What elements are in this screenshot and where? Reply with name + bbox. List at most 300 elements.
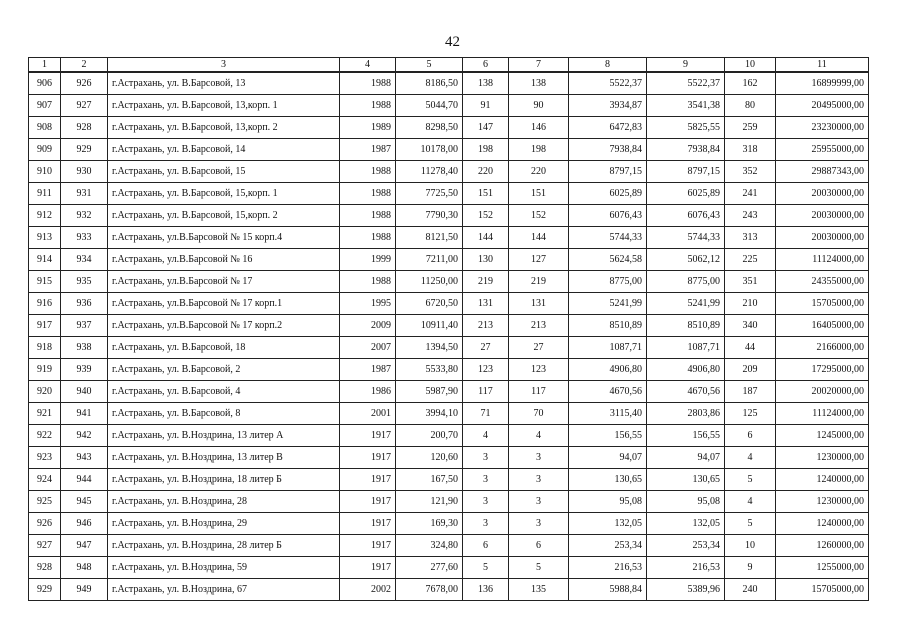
cell-living-area: 253,34 bbox=[569, 535, 647, 557]
column-header-11: 11 bbox=[776, 58, 869, 73]
cell-living-area-2: 3541,38 bbox=[647, 95, 725, 117]
cell-units-a: 220 bbox=[463, 161, 509, 183]
cell-units-a: 117 bbox=[463, 381, 509, 403]
cell-units-a: 27 bbox=[463, 337, 509, 359]
cell-row-number: 920 bbox=[29, 381, 61, 403]
column-header-2: 2 bbox=[61, 58, 108, 73]
cell-living-area-2: 94,07 bbox=[647, 447, 725, 469]
cell-object-number: 928 bbox=[61, 117, 108, 139]
cell-cost: 20030000,00 bbox=[776, 183, 869, 205]
cell-row-number: 927 bbox=[29, 535, 61, 557]
cell-living-area-2: 5389,96 bbox=[647, 579, 725, 601]
cell-residents: 187 bbox=[725, 381, 776, 403]
cell-living-area: 8775,00 bbox=[569, 271, 647, 293]
cell-living-area: 4670,56 bbox=[569, 381, 647, 403]
cell-address: г.Астрахань, ул. В.Ноздрина, 28 литер Б bbox=[108, 535, 340, 557]
cell-living-area-2: 1087,71 bbox=[647, 337, 725, 359]
cell-units-a: 130 bbox=[463, 249, 509, 271]
cell-living-area: 3934,87 bbox=[569, 95, 647, 117]
cell-row-number: 915 bbox=[29, 271, 61, 293]
cell-units-b: 219 bbox=[509, 271, 569, 293]
cell-total-area: 8298,50 bbox=[396, 117, 463, 139]
column-header-7: 7 bbox=[509, 58, 569, 73]
cell-living-area-2: 4670,56 bbox=[647, 381, 725, 403]
cell-living-area: 130,65 bbox=[569, 469, 647, 491]
cell-residents: 210 bbox=[725, 293, 776, 315]
cell-residents: 209 bbox=[725, 359, 776, 381]
cell-object-number: 938 bbox=[61, 337, 108, 359]
cell-residents: 4 bbox=[725, 491, 776, 513]
cell-address: г.Астрахань, ул. В.Барсовой, 2 bbox=[108, 359, 340, 381]
table-row bbox=[29, 161, 869, 183]
column-header-10: 10 bbox=[725, 58, 776, 73]
cell-residents: 352 bbox=[725, 161, 776, 183]
cell-units-a: 138 bbox=[463, 72, 509, 95]
cell-living-area: 6025,89 bbox=[569, 183, 647, 205]
cell-year-built: 1988 bbox=[340, 227, 396, 249]
cell-object-number: 943 bbox=[61, 447, 108, 469]
cell-living-area: 5988,84 bbox=[569, 579, 647, 601]
cell-total-area: 169,30 bbox=[396, 513, 463, 535]
cell-residents: 241 bbox=[725, 183, 776, 205]
cell-row-number: 908 bbox=[29, 117, 61, 139]
cell-object-number: 945 bbox=[61, 491, 108, 513]
cell-year-built: 2007 bbox=[340, 337, 396, 359]
table-row bbox=[29, 557, 869, 579]
cell-row-number: 909 bbox=[29, 139, 61, 161]
cell-address: г.Астрахань, ул. В.Ноздрина, 13 литер В bbox=[108, 447, 340, 469]
cell-row-number: 918 bbox=[29, 337, 61, 359]
cell-total-area: 1394,50 bbox=[396, 337, 463, 359]
cell-row-number: 917 bbox=[29, 315, 61, 337]
cell-residents: 243 bbox=[725, 205, 776, 227]
cell-living-area: 94,07 bbox=[569, 447, 647, 469]
cell-living-area: 8797,15 bbox=[569, 161, 647, 183]
cell-living-area-2: 156,55 bbox=[647, 425, 725, 447]
cell-residents: 259 bbox=[725, 117, 776, 139]
cell-year-built: 1987 bbox=[340, 359, 396, 381]
cell-address: г.Астрахань, ул.В.Барсовой № 17 корп.1 bbox=[108, 293, 340, 315]
cell-row-number: 925 bbox=[29, 491, 61, 513]
cell-row-number: 924 bbox=[29, 469, 61, 491]
cell-living-area-2: 130,65 bbox=[647, 469, 725, 491]
table-row bbox=[29, 139, 869, 161]
column-number-row bbox=[29, 58, 869, 73]
cell-units-a: 219 bbox=[463, 271, 509, 293]
cell-cost: 1230000,00 bbox=[776, 491, 869, 513]
cell-total-area: 7678,00 bbox=[396, 579, 463, 601]
cell-residents: 162 bbox=[725, 72, 776, 95]
cell-row-number: 919 bbox=[29, 359, 61, 381]
cell-row-number: 906 bbox=[29, 72, 61, 95]
cell-row-number: 929 bbox=[29, 579, 61, 601]
cell-object-number: 936 bbox=[61, 293, 108, 315]
cell-cost: 1260000,00 bbox=[776, 535, 869, 557]
cell-year-built: 1988 bbox=[340, 161, 396, 183]
cell-year-built: 2009 bbox=[340, 315, 396, 337]
cell-address: г.Астрахань, ул.В.Барсовой № 17 корп.2 bbox=[108, 315, 340, 337]
cell-living-area: 3115,40 bbox=[569, 403, 647, 425]
cell-cost: 15705000,00 bbox=[776, 579, 869, 601]
cell-living-area-2: 4906,80 bbox=[647, 359, 725, 381]
cell-year-built: 1917 bbox=[340, 469, 396, 491]
column-header-9: 9 bbox=[647, 58, 725, 73]
cell-living-area: 6076,43 bbox=[569, 205, 647, 227]
cell-units-b: 117 bbox=[509, 381, 569, 403]
cell-row-number: 928 bbox=[29, 557, 61, 579]
cell-object-number: 927 bbox=[61, 95, 108, 117]
cell-cost: 1240000,00 bbox=[776, 469, 869, 491]
cell-living-area-2: 2803,86 bbox=[647, 403, 725, 425]
cell-residents: 225 bbox=[725, 249, 776, 271]
cell-residents: 318 bbox=[725, 139, 776, 161]
cell-living-area: 5744,33 bbox=[569, 227, 647, 249]
cell-address: г.Астрахань, ул. В.Ноздрина, 28 bbox=[108, 491, 340, 513]
cell-units-b: 144 bbox=[509, 227, 569, 249]
table-row bbox=[29, 337, 869, 359]
table-body bbox=[29, 72, 869, 601]
cell-year-built: 1988 bbox=[340, 205, 396, 227]
cell-address: г.Астрахань, ул. В.Барсовой, 8 bbox=[108, 403, 340, 425]
cell-year-built: 1917 bbox=[340, 513, 396, 535]
cell-address: г.Астрахань, ул. В.Ноздрина, 18 литер Б bbox=[108, 469, 340, 491]
cell-units-a: 131 bbox=[463, 293, 509, 315]
cell-living-area: 6472,83 bbox=[569, 117, 647, 139]
cell-object-number: 932 bbox=[61, 205, 108, 227]
cell-living-area: 7938,84 bbox=[569, 139, 647, 161]
cell-residents: 80 bbox=[725, 95, 776, 117]
table-row bbox=[29, 491, 869, 513]
column-header-8: 8 bbox=[569, 58, 647, 73]
cell-living-area: 132,05 bbox=[569, 513, 647, 535]
cell-row-number: 911 bbox=[29, 183, 61, 205]
table-row bbox=[29, 535, 869, 557]
table-row bbox=[29, 249, 869, 271]
cell-living-area: 8510,89 bbox=[569, 315, 647, 337]
cell-cost: 1230000,00 bbox=[776, 447, 869, 469]
cell-row-number: 910 bbox=[29, 161, 61, 183]
cell-units-b: 5 bbox=[509, 557, 569, 579]
cell-cost: 29887343,00 bbox=[776, 161, 869, 183]
cell-units-a: 3 bbox=[463, 447, 509, 469]
cell-cost: 2166000,00 bbox=[776, 337, 869, 359]
column-header-4: 4 bbox=[340, 58, 396, 73]
cell-cost: 1240000,00 bbox=[776, 513, 869, 535]
table-row bbox=[29, 315, 869, 337]
cell-living-area-2: 95,08 bbox=[647, 491, 725, 513]
cell-object-number: 930 bbox=[61, 161, 108, 183]
cell-units-a: 5 bbox=[463, 557, 509, 579]
cell-living-area: 4906,80 bbox=[569, 359, 647, 381]
cell-address: г.Астрахань, ул. В.Барсовой, 18 bbox=[108, 337, 340, 359]
table-row bbox=[29, 227, 869, 249]
cell-units-b: 3 bbox=[509, 513, 569, 535]
cell-living-area-2: 5062,12 bbox=[647, 249, 725, 271]
cell-address: г.Астрахань, ул. В.Ноздрина, 29 bbox=[108, 513, 340, 535]
cell-residents: 125 bbox=[725, 403, 776, 425]
cell-residents: 44 bbox=[725, 337, 776, 359]
cell-units-b: 138 bbox=[509, 72, 569, 95]
cell-cost: 1255000,00 bbox=[776, 557, 869, 579]
cell-row-number: 923 bbox=[29, 447, 61, 469]
cell-units-b: 146 bbox=[509, 117, 569, 139]
cell-units-b: 90 bbox=[509, 95, 569, 117]
cell-row-number: 912 bbox=[29, 205, 61, 227]
cell-object-number: 939 bbox=[61, 359, 108, 381]
cell-living-area-2: 253,34 bbox=[647, 535, 725, 557]
cell-units-b: 70 bbox=[509, 403, 569, 425]
cell-year-built: 1995 bbox=[340, 293, 396, 315]
cell-address: г.Астрахань, ул. В.Барсовой, 13,корп. 1 bbox=[108, 95, 340, 117]
cell-total-area: 167,50 bbox=[396, 469, 463, 491]
table-row bbox=[29, 403, 869, 425]
cell-year-built: 2001 bbox=[340, 403, 396, 425]
cell-units-a: 198 bbox=[463, 139, 509, 161]
cell-units-b: 123 bbox=[509, 359, 569, 381]
cell-total-area: 324,80 bbox=[396, 535, 463, 557]
housing-register-table bbox=[28, 57, 869, 601]
cell-total-area: 10178,00 bbox=[396, 139, 463, 161]
cell-residents: 9 bbox=[725, 557, 776, 579]
cell-year-built: 1988 bbox=[340, 72, 396, 95]
cell-living-area: 5522,37 bbox=[569, 72, 647, 95]
table-header bbox=[29, 58, 869, 73]
cell-units-a: 71 bbox=[463, 403, 509, 425]
cell-residents: 5 bbox=[725, 513, 776, 535]
cell-row-number: 922 bbox=[29, 425, 61, 447]
cell-total-area: 277,60 bbox=[396, 557, 463, 579]
cell-units-a: 152 bbox=[463, 205, 509, 227]
cell-total-area: 7790,30 bbox=[396, 205, 463, 227]
cell-object-number: 935 bbox=[61, 271, 108, 293]
cell-living-area-2: 7938,84 bbox=[647, 139, 725, 161]
table-row bbox=[29, 271, 869, 293]
table-row bbox=[29, 359, 869, 381]
cell-address: г.Астрахань, ул.В.Барсовой № 16 bbox=[108, 249, 340, 271]
table-row bbox=[29, 381, 869, 403]
cell-units-b: 135 bbox=[509, 579, 569, 601]
cell-object-number: 934 bbox=[61, 249, 108, 271]
cell-units-b: 3 bbox=[509, 469, 569, 491]
cell-total-area: 3994,10 bbox=[396, 403, 463, 425]
cell-residents: 5 bbox=[725, 469, 776, 491]
cell-cost: 11124000,00 bbox=[776, 403, 869, 425]
cell-cost: 25955000,00 bbox=[776, 139, 869, 161]
cell-residents: 351 bbox=[725, 271, 776, 293]
cell-year-built: 1986 bbox=[340, 381, 396, 403]
page-number: 42 bbox=[445, 34, 460, 50]
cell-cost: 24355000,00 bbox=[776, 271, 869, 293]
cell-living-area-2: 5825,55 bbox=[647, 117, 725, 139]
cell-object-number: 926 bbox=[61, 72, 108, 95]
cell-row-number: 921 bbox=[29, 403, 61, 425]
cell-address: г.Астрахань, ул. В.Барсовой, 15,корп. 2 bbox=[108, 205, 340, 227]
cell-living-area-2: 8510,89 bbox=[647, 315, 725, 337]
cell-total-area: 11250,00 bbox=[396, 271, 463, 293]
table-row bbox=[29, 183, 869, 205]
cell-object-number: 941 bbox=[61, 403, 108, 425]
cell-total-area: 8121,50 bbox=[396, 227, 463, 249]
cell-residents: 340 bbox=[725, 315, 776, 337]
table-row bbox=[29, 469, 869, 491]
cell-year-built: 1917 bbox=[340, 557, 396, 579]
cell-object-number: 947 bbox=[61, 535, 108, 557]
cell-row-number: 926 bbox=[29, 513, 61, 535]
cell-total-area: 200,70 bbox=[396, 425, 463, 447]
cell-units-a: 144 bbox=[463, 227, 509, 249]
cell-year-built: 1917 bbox=[340, 491, 396, 513]
cell-year-built: 1999 bbox=[340, 249, 396, 271]
table-row bbox=[29, 447, 869, 469]
cell-row-number: 913 bbox=[29, 227, 61, 249]
cell-cost: 11124000,00 bbox=[776, 249, 869, 271]
cell-living-area-2: 5744,33 bbox=[647, 227, 725, 249]
cell-living-area: 95,08 bbox=[569, 491, 647, 513]
cell-address: г.Астрахань, ул. В.Барсовой, 13 bbox=[108, 72, 340, 95]
cell-object-number: 942 bbox=[61, 425, 108, 447]
table-row bbox=[29, 293, 869, 315]
cell-address: г.Астрахань, ул. В.Барсовой, 15,корп. 1 bbox=[108, 183, 340, 205]
cell-units-b: 3 bbox=[509, 491, 569, 513]
cell-living-area-2: 6076,43 bbox=[647, 205, 725, 227]
cell-units-a: 3 bbox=[463, 491, 509, 513]
cell-living-area-2: 5241,99 bbox=[647, 293, 725, 315]
cell-units-a: 6 bbox=[463, 535, 509, 557]
cell-living-area: 1087,71 bbox=[569, 337, 647, 359]
cell-address: г.Астрахань, ул. В.Ноздрина, 13 литер А bbox=[108, 425, 340, 447]
cell-address: г.Астрахань, ул. В.Барсовой, 15 bbox=[108, 161, 340, 183]
table-row bbox=[29, 72, 869, 95]
cell-living-area: 5624,58 bbox=[569, 249, 647, 271]
cell-total-area: 5533,80 bbox=[396, 359, 463, 381]
cell-living-area: 156,55 bbox=[569, 425, 647, 447]
table-row bbox=[29, 117, 869, 139]
cell-year-built: 1988 bbox=[340, 183, 396, 205]
cell-total-area: 7725,50 bbox=[396, 183, 463, 205]
cell-cost: 16405000,00 bbox=[776, 315, 869, 337]
cell-address: г.Астрахань, ул.В.Барсовой № 17 bbox=[108, 271, 340, 293]
cell-units-a: 151 bbox=[463, 183, 509, 205]
cell-units-b: 27 bbox=[509, 337, 569, 359]
cell-total-area: 8186,50 bbox=[396, 72, 463, 95]
cell-year-built: 1917 bbox=[340, 425, 396, 447]
cell-total-area: 5044,70 bbox=[396, 95, 463, 117]
cell-row-number: 916 bbox=[29, 293, 61, 315]
table-row bbox=[29, 513, 869, 535]
cell-year-built: 1988 bbox=[340, 271, 396, 293]
cell-year-built: 1988 bbox=[340, 95, 396, 117]
cell-address: г.Астрахань, ул. В.Барсовой, 14 bbox=[108, 139, 340, 161]
cell-address: г.Астрахань, ул. В.Ноздрина, 67 bbox=[108, 579, 340, 601]
cell-cost: 15705000,00 bbox=[776, 293, 869, 315]
cell-units-b: 213 bbox=[509, 315, 569, 337]
table-row bbox=[29, 95, 869, 117]
cell-living-area: 216,53 bbox=[569, 557, 647, 579]
cell-object-number: 929 bbox=[61, 139, 108, 161]
cell-units-b: 198 bbox=[509, 139, 569, 161]
cell-residents: 6 bbox=[725, 425, 776, 447]
cell-cost: 17295000,00 bbox=[776, 359, 869, 381]
cell-row-number: 907 bbox=[29, 95, 61, 117]
cell-cost: 1245000,00 bbox=[776, 425, 869, 447]
cell-units-b: 127 bbox=[509, 249, 569, 271]
cell-object-number: 944 bbox=[61, 469, 108, 491]
cell-units-a: 3 bbox=[463, 469, 509, 491]
cell-residents: 10 bbox=[725, 535, 776, 557]
cell-year-built: 2002 bbox=[340, 579, 396, 601]
cell-units-a: 147 bbox=[463, 117, 509, 139]
cell-cost: 20030000,00 bbox=[776, 227, 869, 249]
cell-living-area-2: 5522,37 bbox=[647, 72, 725, 95]
cell-object-number: 946 bbox=[61, 513, 108, 535]
cell-cost: 23230000,00 bbox=[776, 117, 869, 139]
cell-object-number: 931 bbox=[61, 183, 108, 205]
table-row bbox=[29, 425, 869, 447]
cell-year-built: 1917 bbox=[340, 447, 396, 469]
cell-address: г.Астрахань, ул. В.Ноздрина, 59 bbox=[108, 557, 340, 579]
cell-units-b: 131 bbox=[509, 293, 569, 315]
table-row bbox=[29, 579, 869, 601]
cell-address: г.Астрахань, ул. В.Барсовой, 13,корп. 2 bbox=[108, 117, 340, 139]
cell-living-area-2: 216,53 bbox=[647, 557, 725, 579]
cell-cost: 16899999,00 bbox=[776, 72, 869, 95]
cell-total-area: 11278,40 bbox=[396, 161, 463, 183]
cell-object-number: 948 bbox=[61, 557, 108, 579]
cell-units-a: 136 bbox=[463, 579, 509, 601]
cell-units-a: 213 bbox=[463, 315, 509, 337]
cell-total-area: 5987,90 bbox=[396, 381, 463, 403]
cell-residents: 313 bbox=[725, 227, 776, 249]
cell-cost: 20495000,00 bbox=[776, 95, 869, 117]
cell-living-area-2: 8797,15 bbox=[647, 161, 725, 183]
cell-total-area: 6720,50 bbox=[396, 293, 463, 315]
cell-units-b: 6 bbox=[509, 535, 569, 557]
cell-living-area-2: 6025,89 bbox=[647, 183, 725, 205]
cell-total-area: 10911,40 bbox=[396, 315, 463, 337]
column-header-6: 6 bbox=[463, 58, 509, 73]
cell-residents: 4 bbox=[725, 447, 776, 469]
cell-total-area: 120,60 bbox=[396, 447, 463, 469]
cell-address: г.Астрахань, ул. В.Барсовой, 4 bbox=[108, 381, 340, 403]
cell-object-number: 940 bbox=[61, 381, 108, 403]
cell-units-b: 3 bbox=[509, 447, 569, 469]
cell-units-b: 220 bbox=[509, 161, 569, 183]
cell-living-area-2: 8775,00 bbox=[647, 271, 725, 293]
cell-cost: 20020000,00 bbox=[776, 381, 869, 403]
cell-units-b: 4 bbox=[509, 425, 569, 447]
cell-year-built: 1987 bbox=[340, 139, 396, 161]
cell-living-area: 5241,99 bbox=[569, 293, 647, 315]
cell-units-a: 123 bbox=[463, 359, 509, 381]
table-row bbox=[29, 205, 869, 227]
cell-units-b: 151 bbox=[509, 183, 569, 205]
cell-object-number: 933 bbox=[61, 227, 108, 249]
cell-living-area-2: 132,05 bbox=[647, 513, 725, 535]
cell-units-a: 3 bbox=[463, 513, 509, 535]
cell-year-built: 1917 bbox=[340, 535, 396, 557]
cell-object-number: 937 bbox=[61, 315, 108, 337]
column-header-5: 5 bbox=[396, 58, 463, 73]
cell-units-a: 4 bbox=[463, 425, 509, 447]
column-header-1: 1 bbox=[29, 58, 61, 73]
cell-address: г.Астрахань, ул.В.Барсовой № 15 корп.4 bbox=[108, 227, 340, 249]
cell-total-area: 121,90 bbox=[396, 491, 463, 513]
cell-units-a: 91 bbox=[463, 95, 509, 117]
cell-cost: 20030000,00 bbox=[776, 205, 869, 227]
cell-units-b: 152 bbox=[509, 205, 569, 227]
cell-object-number: 949 bbox=[61, 579, 108, 601]
column-header-3: 3 bbox=[108, 58, 340, 73]
